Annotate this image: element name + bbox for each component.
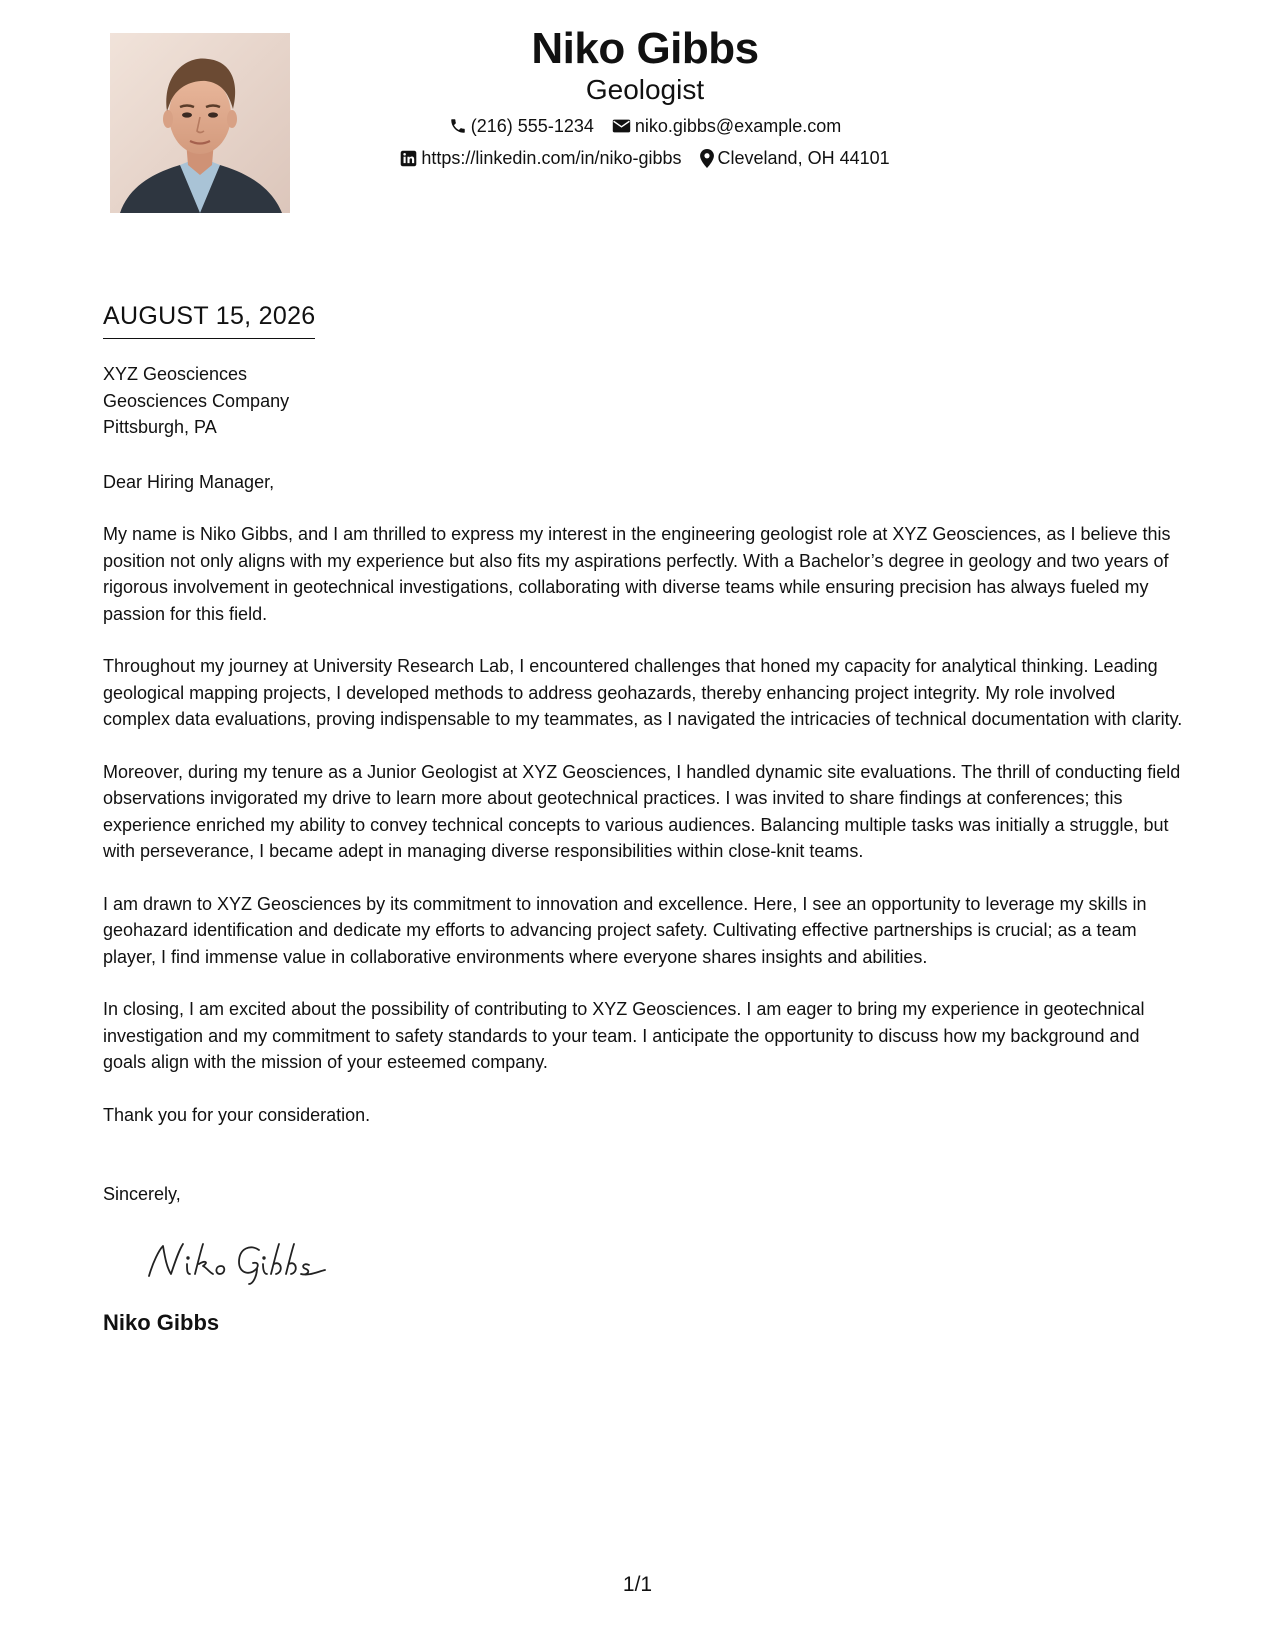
email-address[interactable]: niko.gibbs@example.com (634, 116, 842, 136)
contact-linkedin[interactable] (400, 147, 681, 169)
linkedin-url[interactable]: https://linkedin.com/in/niko-gibbs (421, 148, 682, 168)
letter-header (300, 22, 990, 169)
recipient-company: XYZ Geosciences (103, 364, 248, 384)
envelope-icon (612, 118, 631, 134)
contact-phone (449, 115, 594, 137)
handwritten-signature (143, 1238, 1183, 1288)
paragraph-5: In closing, I am excited about the possibility of contributing to XYZ Geosciences. I am eager to bring my experience in geotechnical investigation and my commitment to safety standards to your team. I anticipate the opportunity to discuss how my background and goals align with the mission of your esteemed company. (103, 999, 1145, 1072)
closing: Sincerely, (103, 1184, 181, 1204)
contact-email[interactable] (612, 115, 841, 137)
contact-row-2 (300, 147, 990, 169)
letter-body (103, 361, 1183, 1336)
profile-photo (110, 33, 290, 213)
salutation: Dear Hiring Manager, (103, 471, 275, 492)
recipient-address (103, 361, 1183, 441)
paragraph-3: Moreover, during my tenure as a Junior Geologist at XYZ Geosciences, I handled dynamic site evaluations. The thrill of conducting field observations invigorated my drive to learn more about geotechnical practices. I was invited to share findings at conferences; this experience enriched my ability to convey technical concepts to various audiences. Balancing multiple tasks was initially a struggle, but with perseverance, I became adept in managing diverse responsibilities within close-knit teams. (103, 761, 1181, 861)
applicant-name: Niko Gibbs (531, 24, 759, 73)
page-number: 1/1 (622, 1573, 653, 1596)
paragraph-thanks: Thank you for your consideration. (103, 1104, 371, 1125)
map-pin-icon (700, 149, 714, 168)
date-block (103, 300, 315, 339)
phone-icon (449, 117, 467, 135)
location-text: Cleveland, OH 44101 (717, 148, 890, 168)
paragraph-4: I am drawn to XYZ Geosciences by its commitment to innovation and excellence. Here, I see an opportunity to leverage my skills in geohazard identification and dedicate my efforts to advancing project safety. Cultivating effective partnerships is crucial; as a team player, I find immense value in collaborative environments where everyone shares insights and abilities. (103, 893, 1147, 967)
letter-date: AUGUST 15, 2026 (103, 300, 315, 339)
recipient-city: Pittsburgh, PA (103, 417, 217, 437)
contact-row-1 (300, 115, 990, 137)
recipient-company-type: Geosciences Company (103, 390, 290, 411)
linkedin-icon (400, 150, 417, 167)
applicant-role: Geologist (585, 74, 705, 105)
signer-name: Niko Gibbs (103, 1309, 220, 1335)
paragraph-1: My name is Niko Gibbs, and I am thrilled to express my interest in the engineering geologist role at XYZ Geosciences, as I believe this position not only aligns with my experience but also fits my aspirations perfectly. With a Bachelor’s degree in geology and two years of rigorous involvement in geotechnical investigations, collaborating with diverse teams while ensuring precision has always fueled my passion for this field. (103, 524, 1171, 624)
contact-location (700, 147, 890, 169)
paragraph-2: Throughout my journey at University Research Lab, I encountered challenges that honed my capacity for analytical thinking. Leading geological mapping projects, I developed methods to address geohazards, thereby enhancing project integrity. My role involved complex data evaluations, proving indispensable to my teammates, as I navigated the intricacies of technical documentation with clarity. (103, 656, 1183, 729)
phone-number: (216) 555-1234 (470, 116, 594, 136)
